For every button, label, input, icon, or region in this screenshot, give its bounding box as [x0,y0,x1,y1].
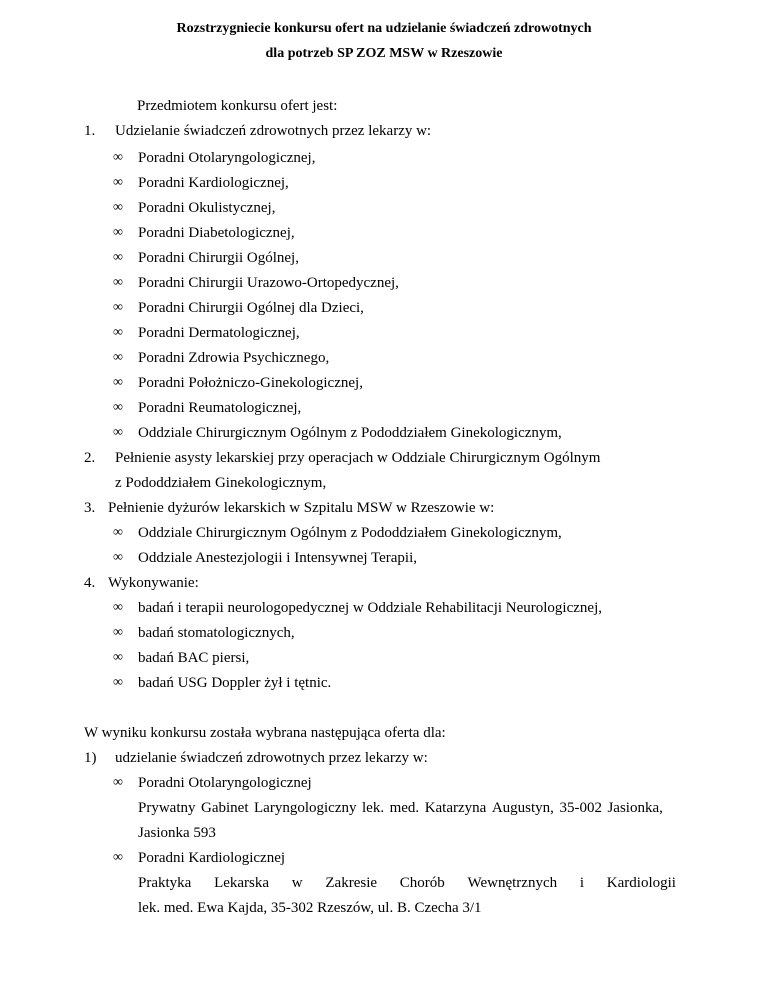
section-1-list-item: Poradni Zdrowia Psychicznego, [138,350,330,366]
section-4-list-item: badań USG Doppler żył i tętnic. [138,675,332,691]
section-1-list-bullet: ∞ [113,400,123,415]
section-1-list-bullet: ∞ [113,275,123,290]
section-4-number: 4. [84,575,96,591]
section-1-list-item: Poradni Kardiologicznej, [138,175,289,191]
section-3-number: 3. [84,500,96,516]
section-1-list-item: Poradni Dermatologicznej, [138,325,300,341]
provider-word: i [579,875,585,891]
section-1-list-bullet: ∞ [113,200,123,215]
provider-word: Gabinet [201,800,249,816]
section-3-heading: Pełnienie dyżurów lekarskich w Szpitalu MSW w Rzeszowie w: [108,500,495,516]
provider-word: w [291,875,303,891]
section-1-list-bullet: ∞ [113,300,123,315]
section-1-list-item: Poradni Chirurgii Ogólnej, [138,250,299,266]
result-intro: W wyniku konkursu została wybrana następująca oferta dla: [84,725,446,741]
provider-word: Laryngologiczny [254,800,357,816]
section-4-list-bullet: ∞ [113,650,123,665]
provider-word: Kardiologii [606,875,676,891]
section-4-heading: Wykonywanie: [108,575,199,591]
provider-word: Wewnętrznych [467,875,558,891]
provider-word: Katarzyna [424,800,487,816]
section-4-list-bullet: ∞ [113,600,123,615]
section-1-list-item: Oddziale Chirurgicznym Ogólnym z Pododdziałem Ginekologicznym, [138,425,562,441]
section-1-number: 1. [84,123,96,139]
section-1-list-bullet: ∞ [113,425,123,440]
section-3-list-item: Oddziale Anestezjologii i Intensywnej Terapii, [138,550,418,566]
provider-word: Zakresie [325,875,378,891]
offer-2-bullet: ∞ [113,850,123,865]
offer-1-bullet: ∞ [113,775,123,790]
offer-1-name: Poradni Otolaryngologicznej [138,775,312,791]
result-number: 1) [84,750,97,766]
section-1-list-item: Poradni Chirurgii Urazowo-Ortopedycznej, [138,275,399,291]
section-1-list-bullet: ∞ [113,325,123,340]
section-1-list-item: Poradni Położniczo-Ginekologicznej, [138,375,363,391]
provider-word: Praktyka [138,875,192,891]
result-heading: udzielanie świadczeń zdrowotnych przez lekarzy w: [115,750,428,766]
offer-1-provider-line-1 [138,799,663,817]
provider-word: Chorób [399,875,445,891]
section-1-list-item: Poradni Reumatologicznej, [138,400,302,416]
section-1-list-item: Poradni Diabetologicznej, [138,225,295,241]
section-1-list-item: Poradni Otolaryngologicznej, [138,150,316,166]
provider-word: Prywatny [138,800,196,816]
provider-word: Augustyn, [491,800,554,816]
intro-text: Przedmiotem konkursu ofert jest: [137,98,338,114]
section-1-list-bullet: ∞ [113,225,123,240]
document-title-line-1: Rozstrzygniecie konkursu ofert na udzielanie świadczeń zdrowotnych [176,21,592,36]
offer-2-provider-line-1 [138,874,676,892]
section-1-list-bullet: ∞ [113,175,123,190]
section-2-line-2: z Pododdziałem Ginekologicznym, [115,475,327,491]
section-3-list-bullet: ∞ [113,525,123,540]
section-4-list-item: badań BAC piersi, [138,650,250,666]
section-1-list-item: Poradni Chirurgii Ogólnej dla Dzieci, [138,300,364,316]
section-4-list-bullet: ∞ [113,675,123,690]
section-4-list-item: badań i terapii neurologopedycznej w Oddziale Rehabilitacji Neurologicznej, [138,600,602,616]
section-4-list-bullet: ∞ [113,625,123,640]
section-3-list-item: Oddziale Chirurgicznym Ogólnym z Pododdziałem Ginekologicznym, [138,525,562,541]
provider-word: med. [389,800,420,816]
provider-word: lek. [362,800,385,816]
provider-word: Jasionka, [607,800,663,816]
offer-1-provider-line-2: Jasionka 593 [138,825,216,841]
section-2-number: 2. [84,450,96,466]
section-1-list-item: Poradni Okulistycznej, [138,200,276,216]
section-4-list-item: badań stomatologicznych, [138,625,295,641]
provider-word: Lekarska [214,875,270,891]
section-1-heading: Udzielanie świadczeń zdrowotnych przez lekarzy w: [115,123,432,139]
section-1-list-bullet: ∞ [113,150,123,165]
section-1-list-bullet: ∞ [113,375,123,390]
section-2-line-1: Pełnienie asysty lekarskiej przy operacjach w Oddziale Chirurgicznym Ogólnym [115,450,601,466]
provider-word: 35-002 [559,800,602,816]
section-3-list-bullet: ∞ [113,550,123,565]
section-1-list-bullet: ∞ [113,350,123,365]
document-title-line-2: dla potrzeb SP ZOZ MSW w Rzeszowie [265,46,503,61]
offer-2-name: Poradni Kardiologicznej [138,850,286,866]
offer-2-provider-line-2: lek. med. Ewa Kajda, 35-302 Rzeszów, ul. B. Czecha 3/1 [138,900,482,916]
section-1-list-bullet: ∞ [113,250,123,265]
